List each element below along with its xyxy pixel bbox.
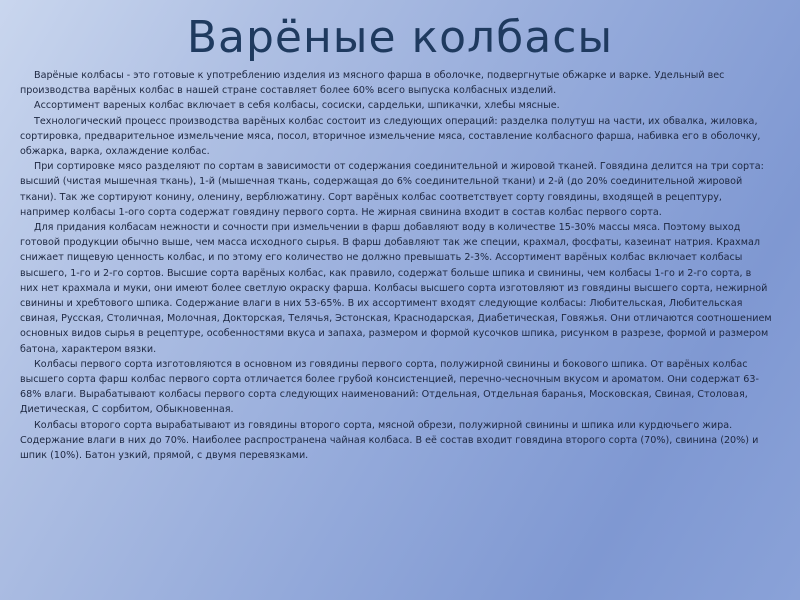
slide-body xyxy=(20,68,772,463)
paragraph-premium-grade: Для придания колбасам нежности и сочности при измельчении в фарш добавляют воду в количестве 15-30% массы мяса. Поэтому выход готовой продукции обычно выше, чем масса исходного сырья. В фарш добавляют так же специи, крахмал, фосфаты, казеинат натрия. Крахмал снижает пищевую ценность колбас, и по этому его количество не должно превышать 2-3%. Ассортимент варёных колбас включает колбасы высшего, 1-го и 2-го сортов. Высшие сорта варёных колбас, как правило, содержат больше шпика и свинины, чем колбасы 1-го и 2-го сорта, в них нет крахмала и муки, они имеют более светлую окраску фарша. Колбасы высшего сорта изготовляют из говядины высшего сорта, нежирной свинины и хребтового шпика. Содержание влаги в них 53-65%. В их ассортимент входят следующие колбасы: Любительская, Любительская свиная, Русская, Столичная, Молочная, Докторская, Телячья, Эстонская, Краснодарская, Диабетическая, Говяжья. Они отличаются соотношением основных видов сырья в рецептуре, особенностями вкуса и запаха, размером и формой кусочков шпика, рисунком в разрезе, формой и размером батона, характером вязки. xyxy=(20,222,772,355)
slide-title: Варёные колбасы xyxy=(186,12,614,63)
paragraph-second-grade: Колбасы второго сорта вырабатывают из говядины второго сорта, мясной обрези, полужирной свинины и шпика или курдючьего жира. Содержание влаги в них до 70%. Наиболее распространена чайная колбаса. В её состав входит говядина второго сорта (70%), свинина (20%) и шпик (10%). Батон узкий, прямой, с двумя перевязками. xyxy=(20,419,759,462)
paragraph-first-grade: Колбасы первого сорта изготовляются в основном из говядины первого сорта, полужирной свинины и бокового шпика. От варёных колбас высшего сорта фарш колбас первого сорта отличается более грубой консистенцией, перечно-чесночным вкусом и ароматом. Они содержат 63-68% влаги. Вырабатывают колбасы первого сорта следующих наименований: Отдельная, Отдельная баранья, Московская, Свиная, Столовая, Диетическая, С сорбитом, Обыкновенная. xyxy=(20,358,759,416)
paragraph-definition: Варёные колбасы - это готовые к употреблению изделия из мясного фарша в оболочке, подвергнутые обжарке и варке. Удельный вес производства варёных колбас в нашей стране составляет более 60% всего выпуска колбасных изделий. xyxy=(20,70,725,97)
paragraph-technology: Технологический процесс производства варёных колбас состоит из следующих операций: разделка полутуш на части, их обвалка, жиловка, сортировка, предварительное измельчение мяса, посол, вторичное измельчение мяса, составление колбасного фарша, набивка его в оболочку, обжарка, варка, охлаждение колбас. xyxy=(20,115,761,158)
paragraph-sorting: При сортировке мясо разделяют по сортам в зависимости от содержания соединительной и жировой тканей. Говядина делится на три сорта: высший (чистая мышечная ткань), 1-й (мышечная ткань, содержащая до 6% соединительной ткани) и 2-й (до 20% соединительной жировой ткани). Так же сортируют конину, оленину, верблюжатину. Сорт варёных колбас соответствует сорту говядины, входящей в рецептуру, например колбасы 1-ого сорта содержат говядину первого сорта. Не жирная свинина входит в состав колбас первого сорта. xyxy=(20,161,764,218)
paragraph-assortment: Ассортимент вареных колбас включает в себя колбасы, сосиски, сардельки, шпикачки, хлебы мясные. xyxy=(34,100,560,112)
